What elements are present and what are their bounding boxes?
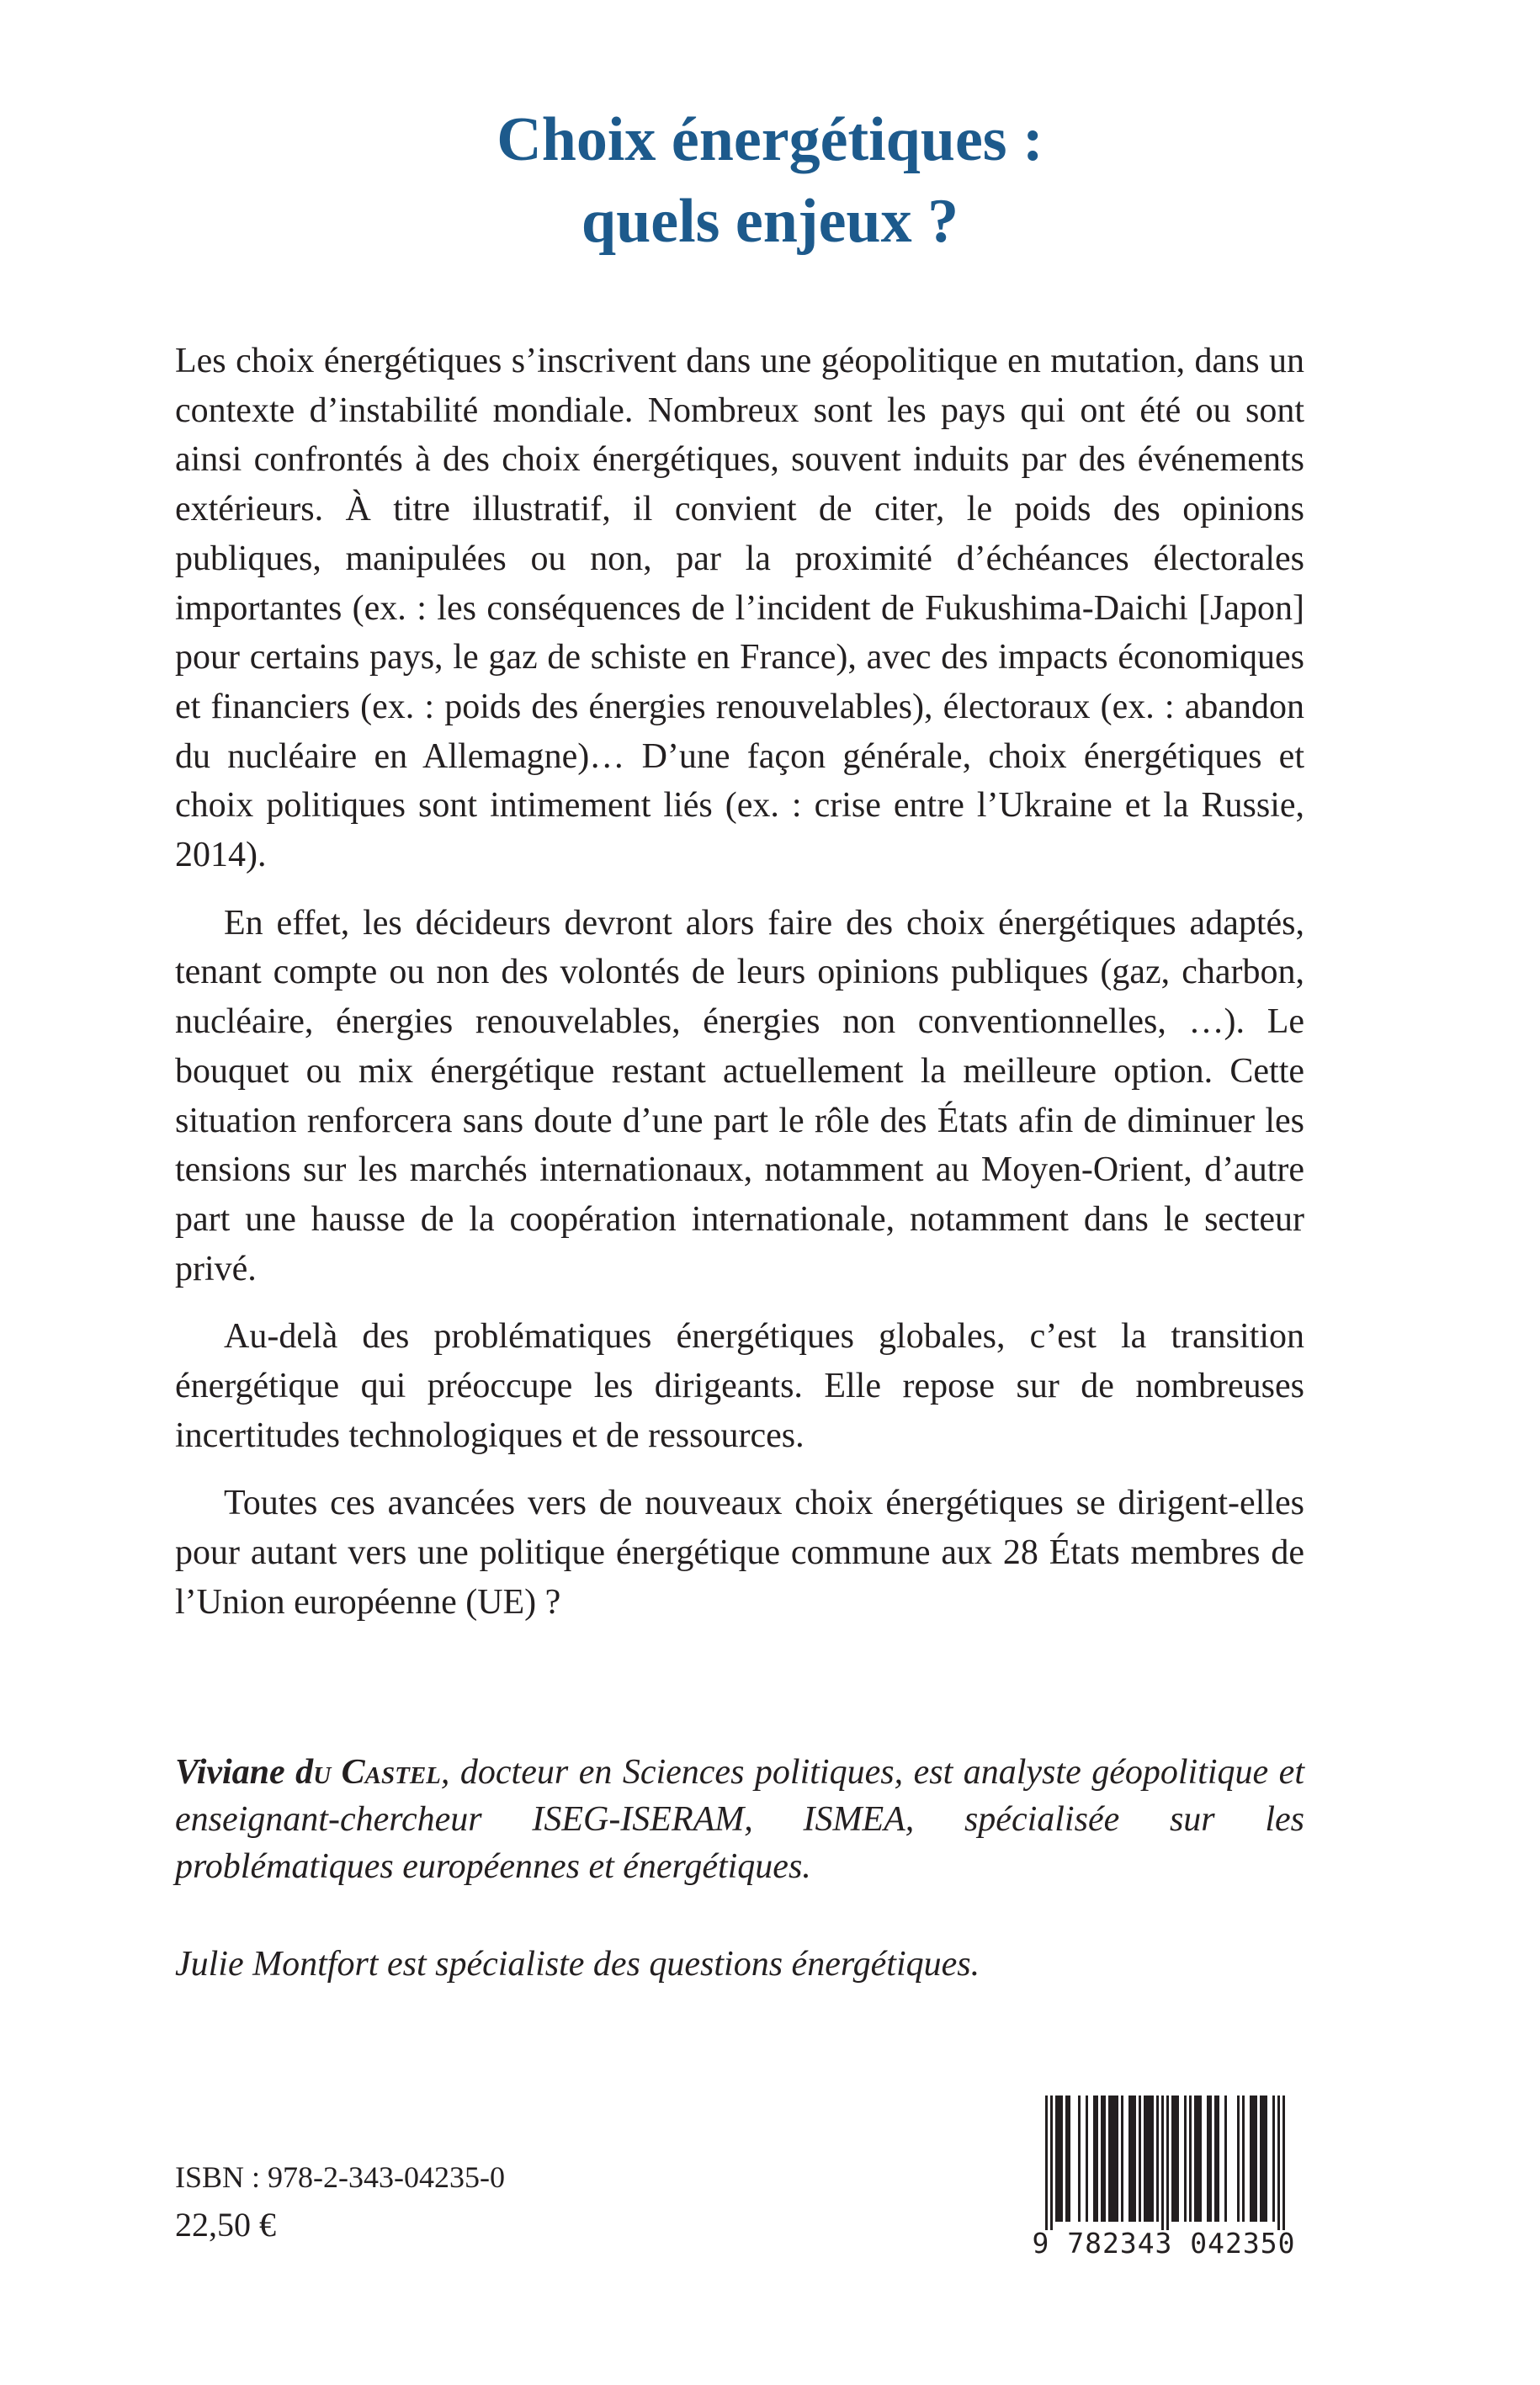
barcode-bar bbox=[1146, 2096, 1149, 2222]
barcode-bar bbox=[1093, 2096, 1096, 2222]
barcode-bar bbox=[1217, 2096, 1219, 2222]
barcode-bar bbox=[1242, 2096, 1245, 2222]
barcode-bar bbox=[1156, 2096, 1159, 2222]
barcode-bar bbox=[1161, 2096, 1164, 2230]
author-name-last: u Castel bbox=[313, 1753, 441, 1792]
summary-paragraph-2: En effet, les décideurs devront alors faire des choix énergétiques adaptés, tenant compte ou non des volontés de leurs opinions publiques (gaz, charbon, nucléaire, énergies renouvelables, énergies non conventionnelles, …). Le bouquet ou mix énergétique restant actuellement la meilleure option. Cette situation renforcera sans doute d’une part le rôle des États afin de diminuer les tensions sur les marchés internationaux, notamment au Moyen-Orient, d’autre part une hausse de la coopération internationale, notamment dans le secteur privé. bbox=[175, 903, 1304, 1288]
barcode-bar bbox=[1060, 2096, 1063, 2222]
barcode-bars bbox=[1028, 2092, 1299, 2235]
barcode-bar bbox=[1252, 2096, 1255, 2222]
coauthor-bio: Julie Montfort est spécialiste des questions énergétiques. bbox=[175, 1945, 980, 1984]
barcode-bar bbox=[1199, 2096, 1202, 2222]
price-text: 22,50 € bbox=[175, 2206, 276, 2244]
barcode-bar bbox=[1255, 2096, 1257, 2222]
barcode-bar bbox=[1078, 2096, 1081, 2222]
barcode-bar bbox=[1250, 2096, 1252, 2222]
barcode-bar bbox=[1113, 2096, 1116, 2222]
barcode-bar bbox=[1282, 2096, 1285, 2230]
barcode-bar bbox=[1065, 2096, 1068, 2222]
barcode-bar bbox=[1171, 2096, 1174, 2222]
barcode-bar bbox=[1214, 2096, 1217, 2222]
isbn-text: ISBN : 978-2-343-04235-0 bbox=[175, 2160, 505, 2194]
title-line-1: Choix énergétiques : bbox=[497, 105, 1043, 174]
summary-paragraph-3: Au-delà des problématiques énergétiques globales, c’est la transition énergétique qui préoccupe les dirigeants. Elle repose sur de nombreuses incertitudes technologiques et de ressources. bbox=[175, 1317, 1304, 1455]
barcode-bar bbox=[1045, 2096, 1048, 2230]
summary-paragraph-4: Toutes ces avancées vers de nouveaux choix énergétiques se dirigent-elles pour autant vers une politique énergétique commune aux 28 États membres de l’Union européenne (UE) ? bbox=[175, 1484, 1304, 1622]
summary-paragraph-1: Les choix énergétiques s’inscrivent dans une géopolitique en mutation, dans un contexte d’instabilité mondiale. Nombreux sont les pays qui ont été ou sont ainsi confrontés à des choix énergétiques, souvent induits par des événements extérieurs. À titre illustratif, il convient de citer, le poids des opinions publiques, manipulées ou non, par la proximité d’échéances électorales importantes (ex. : les conséquences de l’incident de Fukushima-Daichi [Japon] pour certains pays, le gaz de schiste en France), avec des impacts économiques et financiers (ex. : poids des énergies renouvelables), électoraux (ex. : abandon du nucléaire en Allemagne)… D’une façon générale, choix énergétiques et choix politiques sont intimement liés (ex. : crise entre l’Ukraine et la Russie, 2014). bbox=[175, 342, 1304, 875]
author-name bbox=[175, 1753, 441, 1792]
title-line-2: quels enjeux ? bbox=[581, 187, 959, 256]
barcode-bar bbox=[1050, 2096, 1053, 2230]
barcode-bar bbox=[1265, 2096, 1267, 2222]
summary-text bbox=[175, 337, 1304, 1646]
barcode-bar bbox=[1108, 2096, 1111, 2222]
barcode-bar bbox=[1184, 2096, 1187, 2222]
barcode-bar bbox=[1174, 2096, 1176, 2222]
barcode-bar bbox=[1134, 2096, 1136, 2222]
barcode-bar bbox=[1058, 2096, 1060, 2222]
barcode-bar bbox=[1121, 2096, 1123, 2222]
barcode-bar bbox=[1224, 2096, 1227, 2222]
barcode-bar bbox=[1176, 2096, 1179, 2222]
barcode-bar bbox=[1139, 2096, 1141, 2222]
barcode-bar bbox=[1144, 2096, 1146, 2222]
author-name-first: Viviane d bbox=[175, 1753, 314, 1792]
barcode-bar bbox=[1055, 2096, 1058, 2222]
barcode-bar bbox=[1103, 2096, 1106, 2222]
barcode-bar bbox=[1131, 2096, 1134, 2222]
barcode-bar bbox=[1086, 2096, 1088, 2222]
barcode-bar bbox=[1272, 2096, 1275, 2222]
barcode-bar bbox=[1101, 2096, 1103, 2222]
barcode-bar bbox=[1149, 2096, 1151, 2222]
barcode-bar bbox=[1207, 2096, 1209, 2222]
barcode-bar bbox=[1197, 2096, 1199, 2222]
barcode-bar bbox=[1260, 2096, 1262, 2222]
barcode-bar bbox=[1209, 2096, 1212, 2222]
barcode-bar bbox=[1151, 2096, 1154, 2222]
barcode-bar bbox=[1111, 2096, 1113, 2222]
barcode-bar bbox=[1189, 2096, 1192, 2222]
barcode-bar bbox=[1277, 2096, 1280, 2230]
barcode-bar bbox=[1096, 2096, 1098, 2222]
barcode-bar bbox=[1194, 2096, 1197, 2222]
barcode bbox=[1028, 2092, 1299, 2269]
barcode-bar bbox=[1262, 2096, 1265, 2222]
barcode-bar bbox=[1237, 2096, 1240, 2222]
barcode-bar bbox=[1116, 2096, 1118, 2222]
barcode-bar bbox=[1166, 2096, 1169, 2230]
barcode-bar bbox=[1068, 2096, 1070, 2222]
barcode-bar bbox=[1128, 2096, 1131, 2222]
back-cover-title bbox=[0, 99, 1540, 263]
barcode-digits: 9 782343 042350 bbox=[1032, 2227, 1296, 2260]
author-description: , docteur en Sciences politiques, est analyste géopolitique et enseignant-chercheur ISEG-ISERAM, ISMEA, spécialisée sur les problématiques européennes et énergétiques. bbox=[175, 1753, 1304, 1886]
author-bio-paragraph bbox=[175, 1749, 1304, 1890]
author-bio bbox=[175, 1749, 1304, 2038]
